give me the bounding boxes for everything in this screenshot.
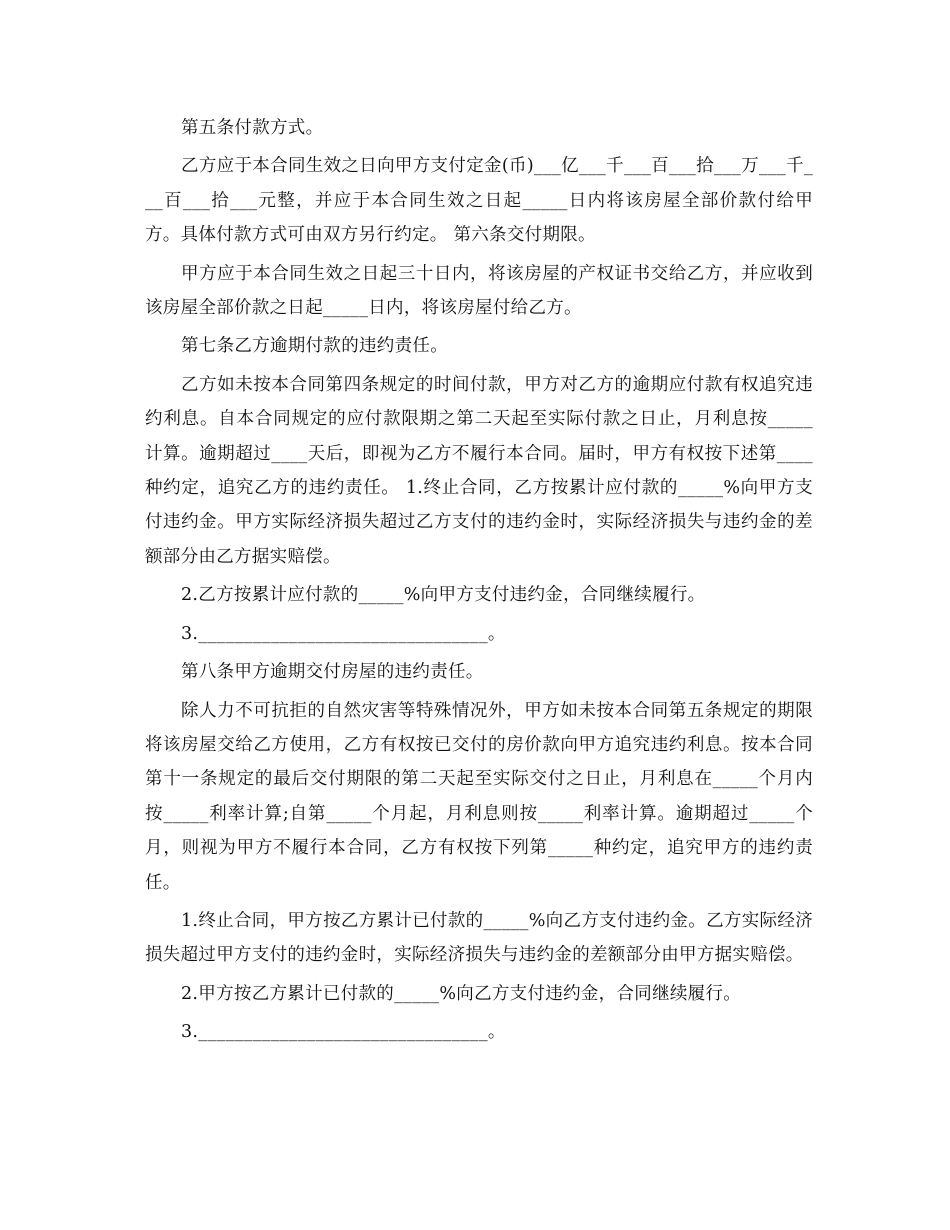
article-5-heading: 第五条付款方式。 <box>181 118 324 138</box>
article-8-text: 除人力不可抗拒的自然灾害等特殊情况外，甲方如未按本合同第五条规定的期限将该房屋交给乙方使用，乙方有权按已交付的房价款向甲方追究违约利息。按本合同第十一条规定的最后交付期限的第二天起至实际交付之日止，月利息在_____个月内按_____利率计算;自第_____个月起，月利息则按_____利率计算。逾期超过_____个月，则视为甲方不履行本合同，乙方有权按下列第_____种约定，追究甲方的违约责任。 <box>145 700 813 893</box>
article-5-text: 乙方应于本合同生效之日向甲方支付定金(币)___亿___千___百___拾___万___千___百___拾___元整，并应于本合同生效之日起_____日内将该房屋全部价款付给甲方。具体付款方式可由双方另行约定。 第六条交付期限。 <box>145 156 813 246</box>
article-7-item-2: 2.乙方按累计应付款的_____%向甲方支付违约金，合同继续履行。 <box>181 585 706 606</box>
article-7-text: 乙方如未按本合同第四条规定的时间付款，甲方对乙方的逾期应付款有权追究违约利息。自本合同规定的应付款限期之第二天起至实际付款之日止，月利息按_____计算。逾期超过____天后，即视为乙方不履行本合同。届时，甲方有权按下述第____种约定，追究乙方的违约责任。 1.终止合同，乙方按累计应付款的_____%向甲方支付违约金。甲方实际经济损失超过乙方支付的违约金时，实际经济损失与违约金的差额部分由乙方据实赔偿。 <box>145 374 813 567</box>
document-body <box>145 111 813 1054</box>
article-8-item-3: 3.________________________________。 <box>181 1022 506 1043</box>
article-6-text: 甲方应于本合同生效之日起三十日内，将该房屋的产权证书交给乙方，并应收到该房屋全部价款之日起_____日内，将该房屋付给乙方。 <box>145 263 813 319</box>
article-8-item-1: 1.终止合同，甲方按乙方累计已付款的_____%向乙方支付违约金。乙方实际经济损失超过甲方支付的违约金时，实际经济损失与违约金的差额部分由甲方据实赔偿。 <box>145 910 813 966</box>
article-8-heading: 第八条甲方逾期交付房屋的违约责任。 <box>181 662 484 683</box>
article-8-item-2: 2.甲方按乙方累计已付款的_____%向乙方支付违约金，合同继续履行。 <box>181 983 742 1004</box>
article-7-item-3: 3.________________________________。 <box>181 623 506 644</box>
article-7-heading: 第七条乙方逾期付款的违约责任。 <box>181 336 448 357</box>
